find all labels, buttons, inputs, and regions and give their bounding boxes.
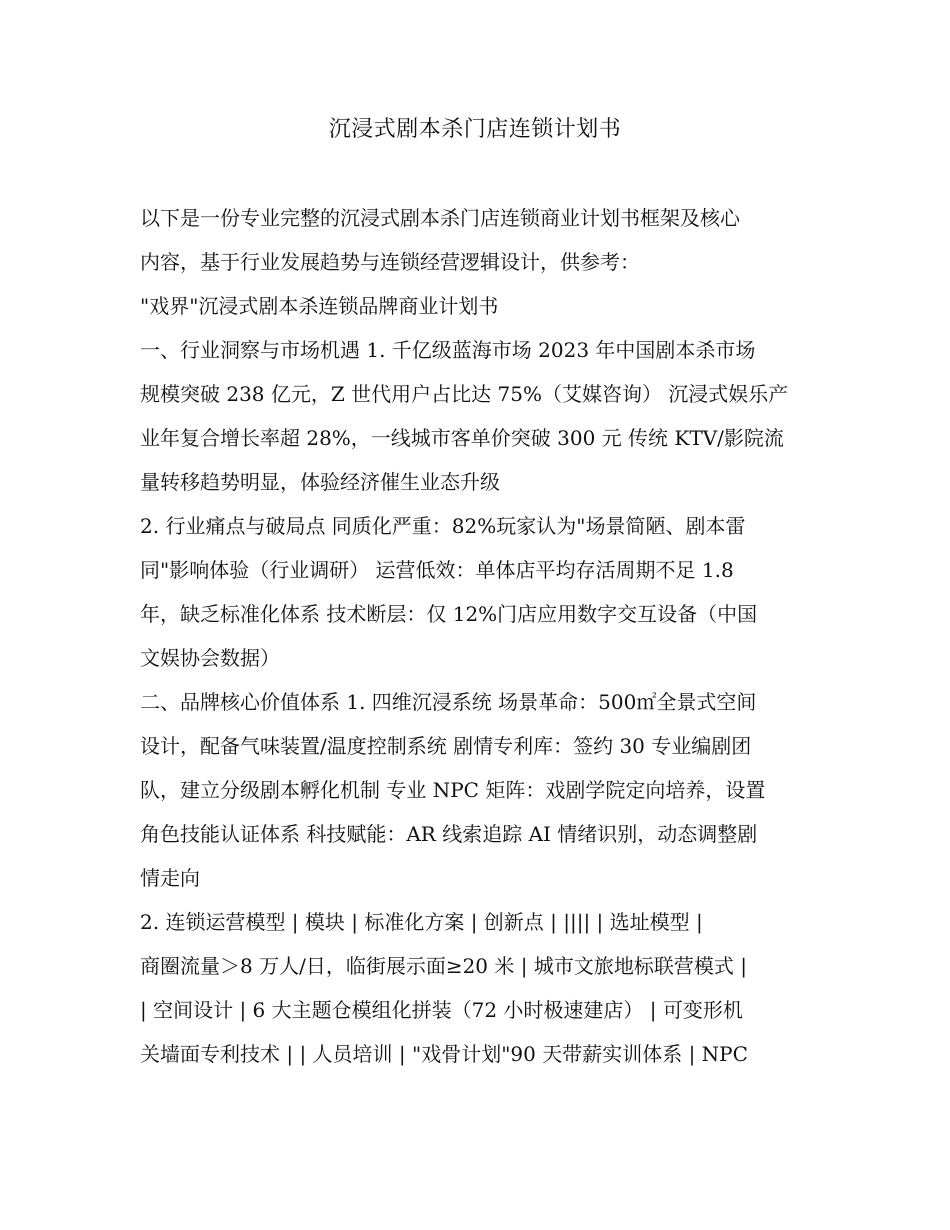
text-line: 量转移趋势明显，体验经济催生业态升级	[140, 470, 500, 494]
text-line: 以下是一份专业完整的沉浸式剧本杀门店连锁商业计划书框架及核心	[140, 206, 740, 230]
text-line: 情走向	[140, 866, 200, 890]
text-line: 同"影响体验（行业调研） 运营低效：单体店平均存活周期不足 1.8	[140, 558, 734, 582]
text-line: 队，建立分级剧本孵化机制 专业 NPC 矩阵：戏剧学院定向培养，设置	[140, 778, 766, 802]
text-line: 2. 连锁运营模型 | 模块 | 标准化方案 | 创新点 | |||| | 选址模型 |	[140, 910, 703, 934]
text-line: 2. 行业痛点与破局点 同质化严重：82%玩家认为"场景简陋、剧本雷	[140, 514, 746, 538]
text-line: 规模突破 238 亿元，Z 世代用户占比达 75%（艾媒咨询） 沉浸式娱乐产	[140, 382, 789, 406]
text-line: 一、行业洞察与市场机遇 1. 千亿级蓝海市场 2023 年中国剧本杀市场	[140, 338, 756, 362]
text-line: 关墙面专利技术 | | 人员培训 | "戏骨计划"90 天带薪实训体系 | NPC	[140, 1042, 748, 1066]
text-line: "戏界"沉浸式剧本杀连锁品牌商业计划书	[140, 294, 499, 318]
text-line: 角色技能认证体系 科技赋能：AR 线索追踪 AI 情绪识别，动态调整剧	[140, 822, 758, 846]
text-line: 业年复合增长率超 28%，一线城市客单价突破 300 元 传统 KTV/影院流	[140, 426, 784, 450]
document-title: 沉浸式剧本杀门店连锁计划书	[328, 117, 622, 142]
text-line: 内容，基于行业发展趋势与连锁经营逻辑设计，供参考：	[140, 250, 640, 274]
text-line: 文娱协会数据）	[140, 646, 280, 670]
text-line: | 空间设计 | 6 大主题仓模组化拼装（72 小时极速建店） | 可变形机	[140, 998, 743, 1022]
text-line: 商圈流量＞8 万人/日，临街展示面≥20 米 | 城市文旅地标联营模式 |	[140, 954, 747, 978]
text-line: 设计，配备气味装置/温度控制系统 剧情专利库：签约 30 专业编剧团	[140, 734, 752, 758]
text-line: 二、品牌核心价值体系 1. 四维沉浸系统 场景革命：500㎡全景式空间	[140, 690, 757, 714]
document-body	[140, 196, 810, 1076]
text-line: 年，缺乏标准化体系 技术断层：仅 12%门店应用数字交互设备（中国	[140, 602, 758, 626]
